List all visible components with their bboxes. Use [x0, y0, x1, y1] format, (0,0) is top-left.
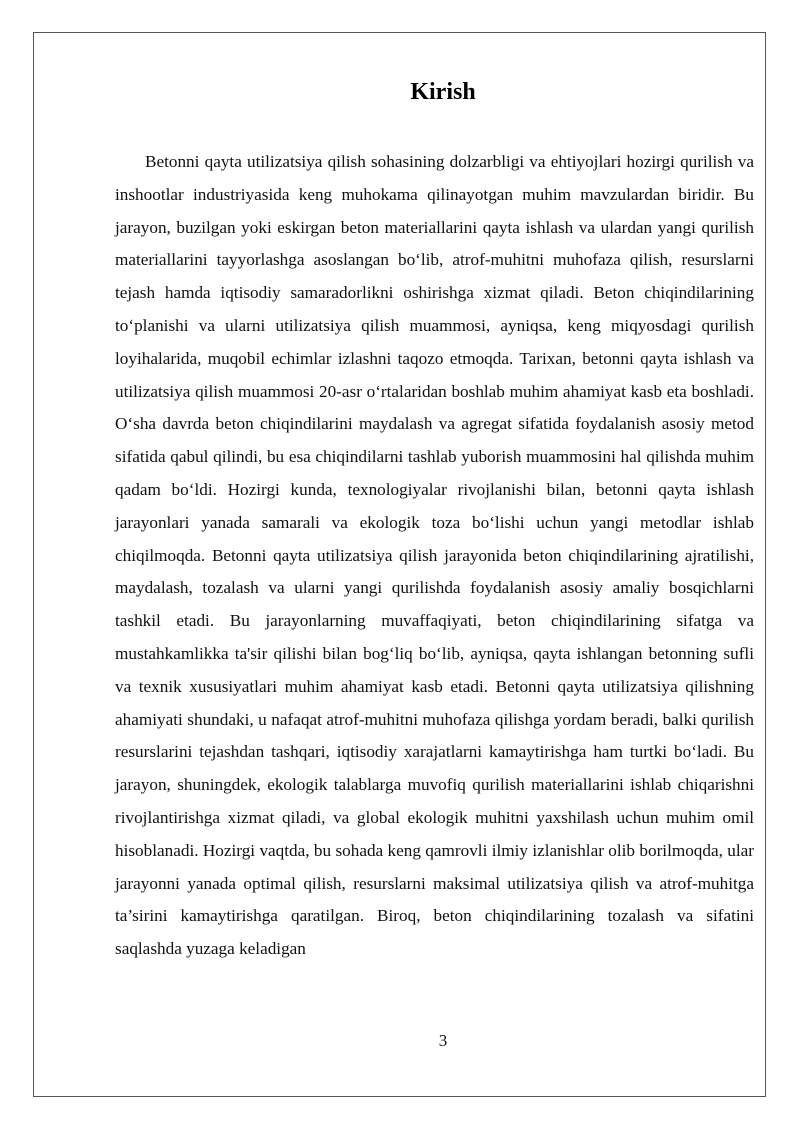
body-paragraph: Betonni qayta utilizatsiya qilish sohasining dolzarbligi va ehtiyojlari hozirgi qurilish va inshootlar industriyasida keng muhokama qilinayotgan muhim mavzulardan biridir. Bu jarayon, buzilgan yoki eskirgan beton materiallarini qayta ishlash va ulardan yangi qurilish materiallarini tayyorlashga asoslangan bo‘lib, atrof-muhitni muhofaza qilish, resurslarni tejash hamda iqtisodiy samaradorlikni oshirishga xizmat qiladi. Beton chiqindilarining to‘planishi va ularni utilizatsiya qilish muammosi, ayniqsa, keng miqyosdagi qurilish loyihalarida, muqobil echimlar izlashni taqozo etmoqda. Tarixan, betonni qayta ishlash va utilizatsiya qilish muammosi 20-asr o‘rtalaridan boshlab muhim ahamiyat kasb eta boshladi. O‘sha davrda beton chiqindilarini maydalash va agregat sifatida foydalanish asosiy metod sifatida qabul qilindi, bu esa chiqindilarni tashlab yuborish muammosini hal qilishda muhim qadam bo‘ldi. Hozirgi kunda, texnologiyalar rivojlanishi bilan, betonni qayta ishlash jarayonlari yanada samarali va ekologik toza bo‘lishi uchun yangi metodlar ishlab chiqilmoqda. Betonni qayta utilizatsiya qilish jarayonida beton chiqindilarining ajratilishi, maydalash, tozalash va ularni yangi qurilishda foydalanish asosiy amaliy bosqichlarni tashkil etadi. Bu jarayonlarning muvaffaqiyati, beton chiqindilarining sifatga va mustahkamlikka ta'sir qilishi bilan bog‘liq bo‘lib, ayniqsa, qayta ishlangan betonning sufli va texnik xususiyatlari muhim ahamiyat kasb etadi. Betonni qayta utilizatsiya qilishning ahamiyati shundaki, u nafaqat atrof-muhitni muhofaza qilishga yordam beradi, balki qurilish resurslarini tejashdan tashqari, iqtisodiy xarajatlarni kamaytirishga ham turtki bo‘ladi. Bu jarayon, shuningdek, ekologik talablarga muvofiq qurilish materiallarini ishlab chiqarishni rivojlantirishga xizmat qiladi, va global ekologik muhitni yaxshilash uchun muhim omil hisoblanadi. Hozirgi vaqtda, bu sohada keng qamrovli ilmiy izlanishlar olib borilmoqda, ular jarayonni yanada optimal qilish, resurslarni maksimal utilizatsiya qilish va atrof-muhitga ta’sirini kamaytirishga qaratilgan. Biroq, beton chiqindilarining tozalash va sifatini saqlashda yuzaga keladigan [115, 152, 754, 959]
page-title: Kirish [410, 79, 476, 105]
page-number: 3 [438, 1031, 448, 1050]
